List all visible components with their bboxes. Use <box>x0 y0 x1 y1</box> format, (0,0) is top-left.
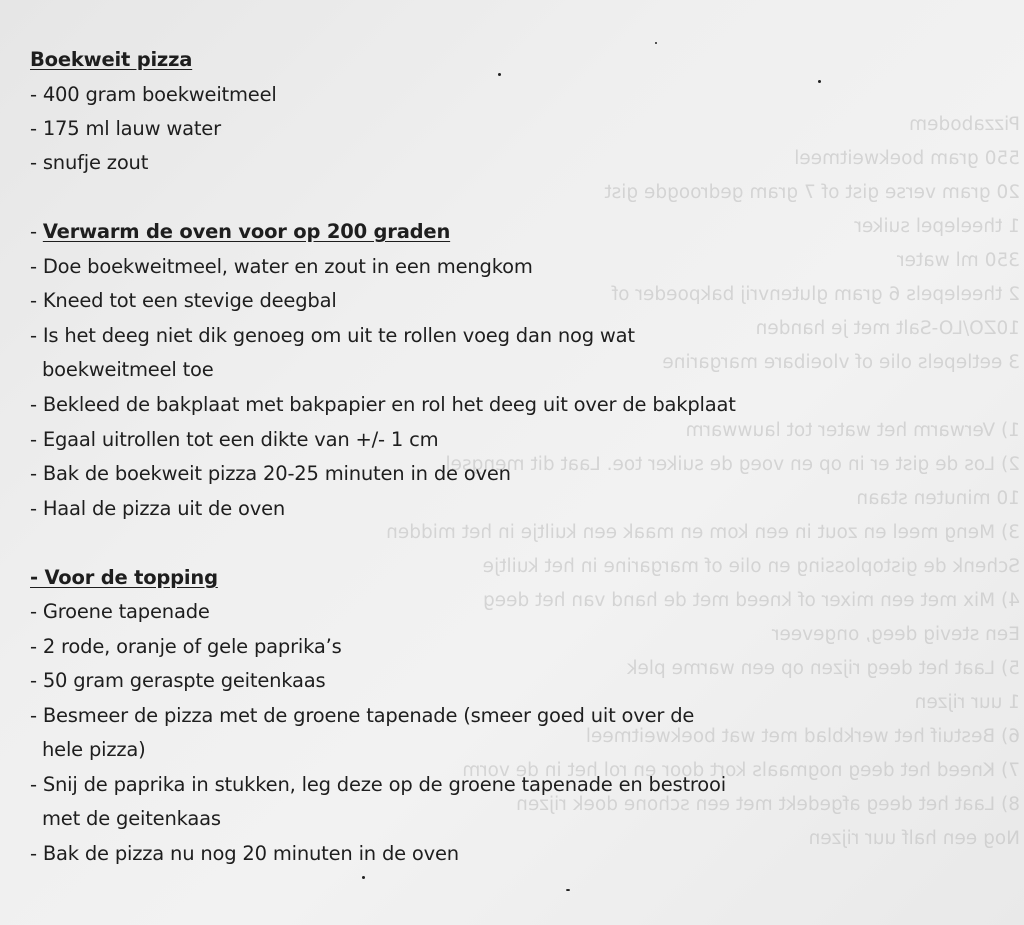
topping-line: - Besmeer de pizza met de groene tapenade (smeer goed uit over de <box>30 704 695 727</box>
bleed-line: 10 minuten staan <box>856 488 1020 509</box>
bleed-line: 6) Bestuif het werkblad met wat boekweitmeel <box>585 726 1020 747</box>
topping-line-continued: met de geitenkaas <box>42 807 221 830</box>
bleed-line: 8) Laat het deeg afgedekt met een schone doek rijzen <box>516 794 1020 815</box>
ingredient-line: - 175 ml lauw water <box>30 117 221 140</box>
scan-speck <box>498 73 501 76</box>
step-line: - Bekleed de bakplaat met bakpapier en rol het deeg uit over de bakplaat <box>30 393 736 416</box>
step-heading <box>30 220 450 243</box>
ingredient-line: - snufje zout <box>30 151 149 174</box>
ingredient-line: - 400 gram boekweitmeel <box>30 83 277 106</box>
step-heading-text: Verwarm de oven voor op 200 graden <box>42 220 451 243</box>
scan-speck <box>655 42 657 44</box>
scan-speck <box>362 876 365 879</box>
bleed-line: 3) Meng meel en zout in een kom en maak een kuiltje in het midden <box>386 522 1020 543</box>
topping-line-continued: hele pizza) <box>42 738 146 761</box>
bleed-through-text <box>386 108 1020 856</box>
bleed-line: 2) Los de gist er in op en voeg de suiker toe. Laat dit mengsel <box>445 454 1020 475</box>
step-line: - Is het deeg niet dik genoeg om uit te rollen voeg dan nog wat <box>30 324 635 347</box>
bleed-line: 4) Mix met een mixer of kneed met de hand van het deeg <box>483 590 1020 611</box>
step-line: - Egaal uitrollen tot een dikte van +/- 1 cm <box>30 428 439 451</box>
topping-line: - Bak de pizza nu nog 20 minuten in de oven <box>30 842 459 865</box>
step-line: - Kneed tot een stevige deegbal <box>30 289 337 312</box>
step-line: - Bak de boekweit pizza 20-25 minuten in de oven <box>30 462 511 485</box>
bleed-line: 1 uur rijzen <box>914 692 1020 713</box>
scan-speck <box>566 889 570 891</box>
bleed-line: 2 theelepels 6 gram glutenvrij bakpoeder of <box>611 284 1020 305</box>
topping-line: - Groene tapenade <box>30 600 210 623</box>
bleed-line: 10ZO/LO-Salt met je handen <box>755 318 1020 339</box>
bleed-line: Nog een half uur rijzen <box>808 828 1020 849</box>
topping-line: - Snij de paprika in stukken, leg deze op de groene tapenade en bestrooi <box>30 773 726 796</box>
bleed-line: Pizzabodem <box>909 114 1020 135</box>
topping-line: - 2 rode, oranje of gele paprika’s <box>30 635 342 658</box>
step-line-continued: boekweitmeel toe <box>42 358 214 381</box>
step-line: - Haal de pizza uit de oven <box>30 497 286 520</box>
topping-heading: - Voor de topping <box>30 566 218 589</box>
bleed-line: Een stevig deeg, ongeveer <box>771 624 1020 645</box>
recipe-title: Boekweit pizza <box>30 48 193 71</box>
bleed-line: 550 gram boekweitmeel <box>794 148 1020 169</box>
bleed-line: Schenk de gistoplossing en olie of margarine in het kuiltje <box>482 556 1020 577</box>
bleed-line: 3 eetlepels olie of vloeibare margarine <box>662 352 1020 373</box>
bleed-line: 1 theelepel suiker <box>854 216 1020 237</box>
bleed-line: 7) Kneed het deeg nogmaals kort door en rol het in de vorm <box>462 760 1020 781</box>
scan-speck <box>818 80 821 83</box>
step-line: - Doe boekweitmeel, water en zout in een mengkom <box>30 255 533 278</box>
step-heading-prefix: - <box>30 220 43 243</box>
bleed-line: 5) Laat het deeg rijzen op een warme plek <box>626 658 1020 679</box>
bleed-line: 350 ml water <box>897 250 1020 271</box>
bleed-line: 1) Verwarm het water tot lauwwarm <box>685 420 1020 441</box>
topping-line: - 50 gram geraspte geitenkaas <box>30 669 326 692</box>
bleed-line: 20 gram verse gist of 7 gram gedroogde gist <box>604 182 1020 203</box>
bleed-line <box>690 380 1020 414</box>
